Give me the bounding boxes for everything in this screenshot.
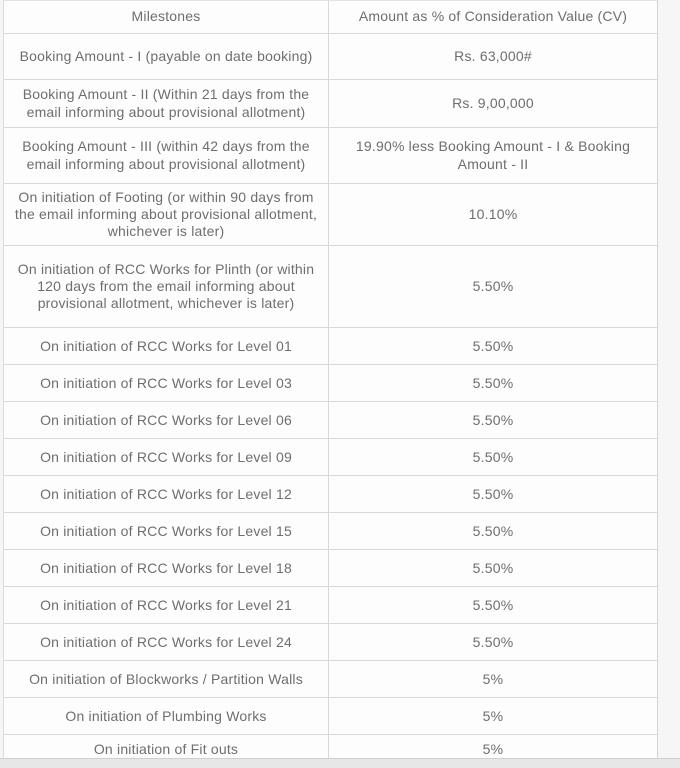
amount-cell: 5.50%	[472, 633, 514, 650]
milestone-cell: On initiation of Blockworks / Partition Walls	[4, 661, 329, 697]
amount-cell: 5.50%	[472, 596, 514, 613]
milestone-cell: On initiation of RCC Works for Level 09	[4, 439, 329, 475]
amount-cell: 5%	[482, 741, 504, 758]
milestone-cell: On initiation of Fit outs	[4, 735, 329, 764]
table-row	[4, 439, 657, 476]
amount-cell: 5.50%	[472, 559, 514, 576]
amount-cell: Rs. 63,000#	[454, 47, 532, 64]
milestone-cell: On initiation of RCC Works for Level 24	[4, 624, 329, 660]
table-body	[4, 34, 657, 765]
milestone-cell: On initiation of RCC Works for Level 12	[4, 476, 329, 512]
milestone-cell: On initiation of RCC Works for Level 06	[4, 402, 329, 438]
table-row	[4, 624, 657, 661]
milestone-cell: Booking Amount - III (within 42 days from the email informing about provisional allotment)	[4, 128, 329, 183]
table-row	[4, 328, 657, 365]
column-header-amount: Amount as % of Consideration Value (CV)	[358, 8, 628, 25]
amount-cell: 5.50%	[472, 278, 514, 295]
table-row	[4, 550, 657, 587]
table-row	[4, 34, 657, 80]
page-bottom-edge	[0, 758, 680, 768]
amount-cell: 5.50%	[472, 448, 514, 465]
table-row	[4, 476, 657, 513]
milestone-cell: On initiation of Plumbing Works	[4, 698, 329, 734]
amount-cell: 5.50%	[472, 411, 514, 428]
table-row	[4, 698, 657, 735]
milestone-cell: Booking Amount - II (Within 21 days from the email informing about provisional allotment)	[4, 80, 329, 127]
milestone-cell: Booking Amount - I (payable on date booking)	[4, 34, 329, 79]
table-row	[4, 402, 657, 439]
table-row	[4, 661, 657, 698]
table-row	[4, 513, 657, 550]
table-row	[4, 80, 657, 128]
amount-cell: 5.50%	[472, 522, 514, 539]
table-row	[4, 246, 657, 328]
table-header-row	[4, 1, 657, 34]
amount-cell: 10.10%	[468, 206, 518, 223]
table-row	[4, 128, 657, 184]
amount-cell: 5.50%	[472, 337, 514, 354]
amount-cell: 19.90% less Booking Amount - I & Booking Amount - II	[355, 138, 631, 172]
amount-cell: Rs. 9,00,000	[452, 94, 534, 111]
column-header-milestones: Milestones	[4, 1, 329, 33]
table-row	[4, 184, 657, 246]
amount-cell: 5%	[482, 707, 504, 724]
milestone-cell: On initiation of RCC Works for Level 21	[4, 587, 329, 623]
amount-cell: 5.50%	[472, 485, 514, 502]
milestone-cell: On initiation of RCC Works for Plinth (or within 120 days from the email informing about provisional allotment, whichever is later)	[4, 246, 329, 327]
milestone-cell: On initiation of RCC Works for Level 01	[4, 328, 329, 364]
milestone-cell: On initiation of Footing (or within 90 days from the email informing about provisional allotment, whichever is later)	[4, 184, 329, 245]
milestone-cell: On initiation of RCC Works for Level 03	[4, 365, 329, 401]
milestone-cell: On initiation of RCC Works for Level 18	[4, 550, 329, 586]
table-row	[4, 365, 657, 402]
table-row	[4, 587, 657, 624]
amount-cell: 5.50%	[472, 374, 514, 391]
payment-schedule-table	[3, 0, 658, 765]
milestone-cell: On initiation of RCC Works for Level 15	[4, 513, 329, 549]
amount-cell: 5%	[482, 670, 504, 687]
